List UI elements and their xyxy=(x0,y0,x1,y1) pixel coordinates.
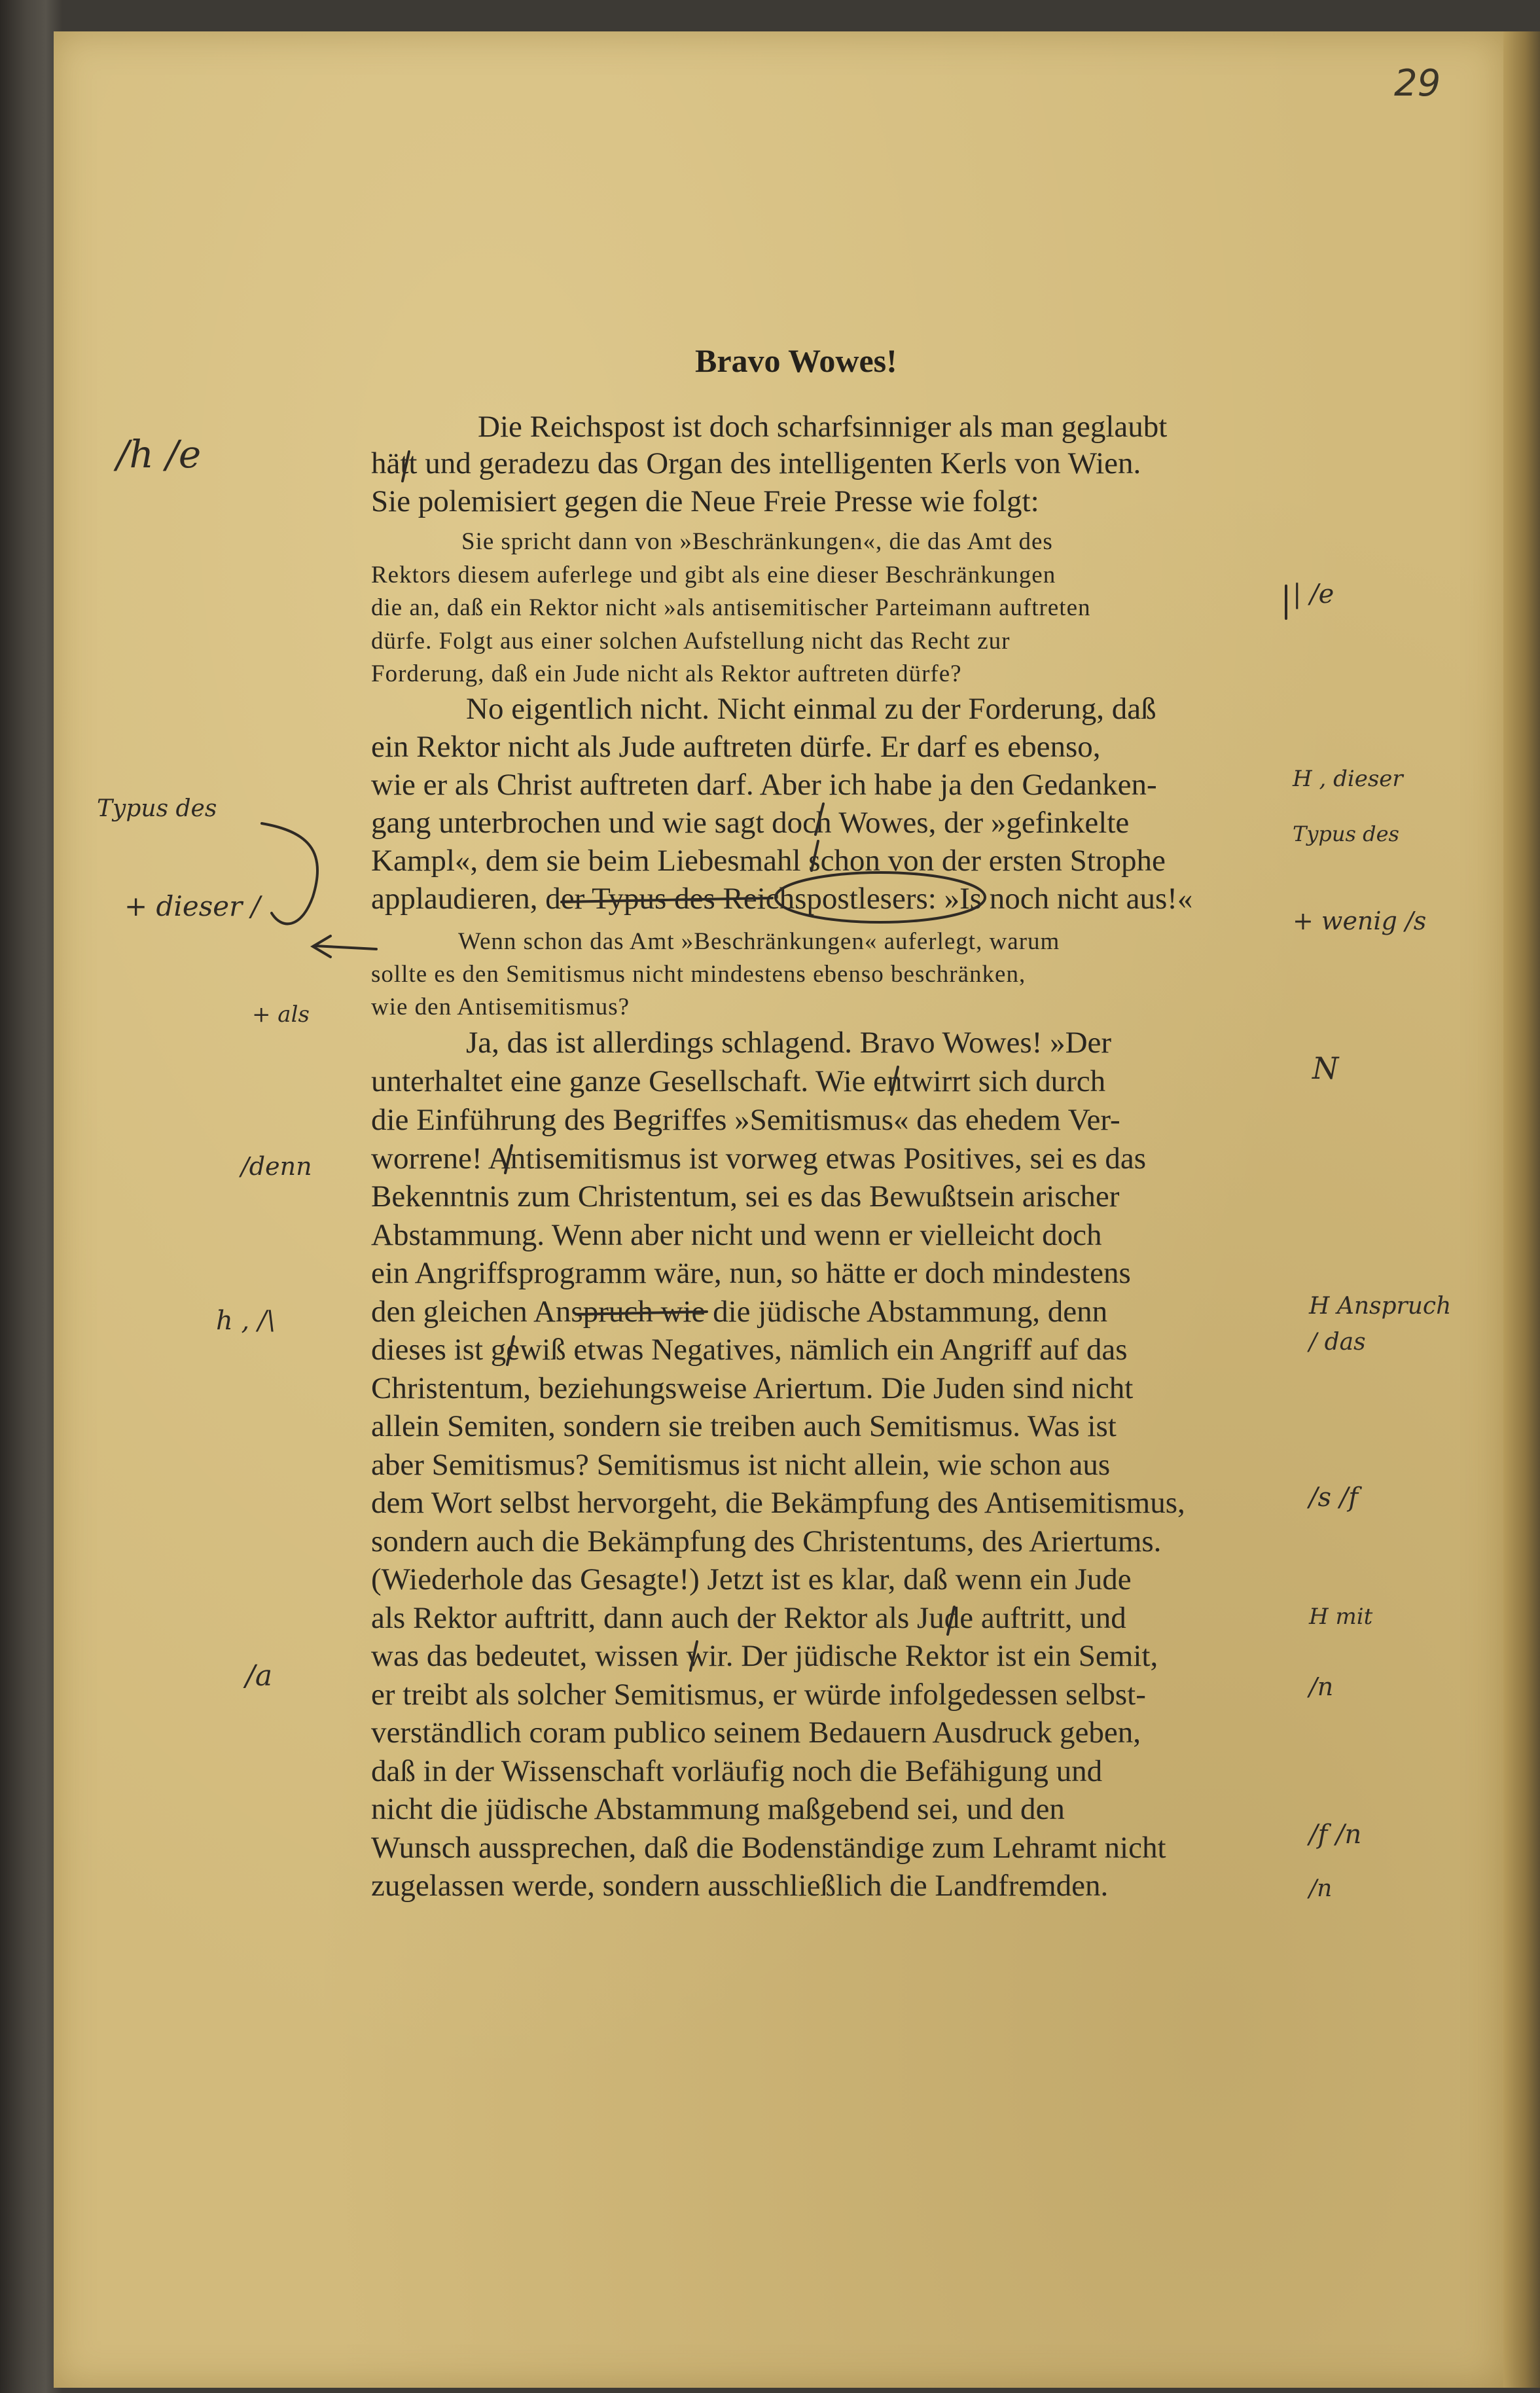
margin-note-right: Typus des xyxy=(1293,821,1399,846)
text-line: Sie polemisiert gegen die Neue Freie Presse wie folgt: xyxy=(371,484,1039,518)
text-line: wie er als Christ auftreten darf. Aber ich habe ja den Gedanken- xyxy=(371,768,1157,802)
margin-note-right: H , dieser xyxy=(1293,766,1403,792)
text-line: Abstammung. Wenn aber nicht und wenn er vielleicht doch xyxy=(371,1218,1102,1252)
text-line: ein Angriffsprogramm wäre, nun, so hätte er doch mindestens xyxy=(371,1256,1131,1290)
text-line: allein Semiten, sondern sie treiben auch Semitismus. Was ist xyxy=(371,1409,1117,1443)
article-title: Bravo Wowes! xyxy=(695,342,897,379)
margin-note-left: + dieser / xyxy=(124,890,260,922)
margin-note-left: + als xyxy=(252,1001,310,1028)
text-line: wie den Antisemitismus? xyxy=(371,994,630,1020)
margin-note-left: /h /e xyxy=(116,432,202,477)
text-line: sollte es den Semitismus nicht mindestens ebenso beschränken, xyxy=(371,961,1026,988)
margin-note-right: H mit xyxy=(1309,1604,1373,1630)
text-line: dieses ist gewiß etwas Negatives, nämlich ein Angriff auf das xyxy=(371,1333,1128,1367)
margin-note-right: /n xyxy=(1309,1875,1333,1902)
margin-note-left: /a xyxy=(245,1659,273,1693)
text-line: er treibt als solcher Semitismus, er würde infolgedessen selbst- xyxy=(371,1678,1146,1712)
text-line: daß in der Wissenschaft vorläufig noch die Befähigung und xyxy=(371,1754,1103,1788)
margin-note-right: /f /n xyxy=(1309,1820,1362,1850)
text-line: Wenn schon das Amt »Beschränkungen« auferlegt, warum xyxy=(458,928,1060,955)
text-line: gang unterbrochen und wie sagt doch Wowes, der »gefinkelte xyxy=(371,806,1130,840)
text-line: sondern auch die Bekämpfung des Christentums, des Ariertums. xyxy=(371,1524,1162,1558)
text-line: zugelassen werde, sondern ausschließlich die Landfremden. xyxy=(371,1869,1109,1903)
text-line: applaudieren, der Typus des Reichspostlesers: »Is noch nicht aus!« xyxy=(371,882,1193,916)
text-line: Bekenntnis zum Christentum, sei es das Bewußtsein arischer xyxy=(371,1179,1120,1214)
text-line: was das bedeutet, wissen wir. Der jüdische Rektor ist ein Semit, xyxy=(371,1639,1158,1673)
margin-note-right: /n xyxy=(1309,1672,1334,1701)
text-line: Christentum, beziehungsweise Ariertum. Die Juden sind nicht xyxy=(371,1371,1134,1405)
margin-note-right: + wenig /s xyxy=(1293,907,1427,935)
margin-note-left: /denn xyxy=(241,1152,312,1181)
text-line: hätt und geradezu das Organ des intelligenten Kerls von Wien. xyxy=(371,446,1141,480)
text-line: den gleichen Anspruch wie die jüdische Abstammung, denn xyxy=(371,1295,1108,1329)
margin-note-right: H Anspruch xyxy=(1309,1293,1452,1320)
text-line: ein Rektor nicht als Jude auftreten dürfe. Er darf es ebenso, xyxy=(371,730,1101,764)
text-line: Ja, das ist allerdings schlagend. Bravo Wowes! »Der xyxy=(466,1026,1112,1060)
text-line: nicht die jüdische Abstammung maßgebend sei, und den xyxy=(371,1792,1065,1826)
text-line: dürfe. Folgt aus einer solchen Aufstellung nicht das Recht zur xyxy=(371,628,1011,655)
text-line: Die Reichspost ist doch scharfsinniger als man geglaubt xyxy=(478,410,1168,444)
text-line: Sie spricht dann von »Beschränkungen«, die das Amt des xyxy=(461,528,1053,555)
margin-note-left: Typus des xyxy=(97,795,217,822)
text-line: aber Semitismus? Semitismus ist nicht allein, wie schon aus xyxy=(371,1448,1111,1482)
margin-note-left: h , /\ xyxy=(216,1306,276,1336)
text-line: als Rektor auftritt, dann auch der Rektor als Jude auftritt, und xyxy=(371,1601,1126,1635)
text-line: verständlich coram publico seinem Bedauern Ausdruck geben, xyxy=(371,1716,1141,1750)
text-line: die an, daß ein Rektor nicht »als antisemitischer Parteimann auftreten xyxy=(371,594,1091,621)
text-line: Kampl«, dem sie beim Liebesmahl schon von der ersten Strophe xyxy=(371,844,1166,878)
page-number: 29 xyxy=(1394,62,1441,105)
text-line: Rektors diesem auferlege und gibt als eine dieser Beschränkungen xyxy=(371,562,1056,588)
page-edge xyxy=(1503,31,1540,2388)
text-line: Wunsch aussprechen, daß die Bodenständige zum Lehramt nicht xyxy=(371,1831,1166,1865)
margin-note-right: N xyxy=(1312,1051,1339,1086)
margin-note-right: /s /f xyxy=(1309,1483,1358,1513)
text-line: Forderung, daß ein Jude nicht als Rektor auftreten dürfe? xyxy=(371,660,962,687)
margin-note-right: | /e xyxy=(1293,579,1334,609)
text-line: die Einführung des Begriffes »Semitismus« das ehedem Ver- xyxy=(371,1103,1120,1137)
text-line: dem Wort selbst hervorgeht, die Bekämpfung des Antisemitismus, xyxy=(371,1486,1185,1520)
text-line: unterhaltet eine ganze Gesellschaft. Wie entwirrt sich durch xyxy=(371,1064,1106,1098)
text-line: worrene! Antisemitismus ist vorweg etwas Positives, sei es das xyxy=(371,1142,1146,1176)
text-line: (Wiederhole das Gesagte!) Jetzt ist es klar, daß wenn ein Jude xyxy=(371,1562,1132,1596)
text-line: No eigentlich nicht. Nicht einmal zu der Forderung, daß xyxy=(466,692,1156,726)
margin-note-right: / das xyxy=(1309,1329,1366,1356)
